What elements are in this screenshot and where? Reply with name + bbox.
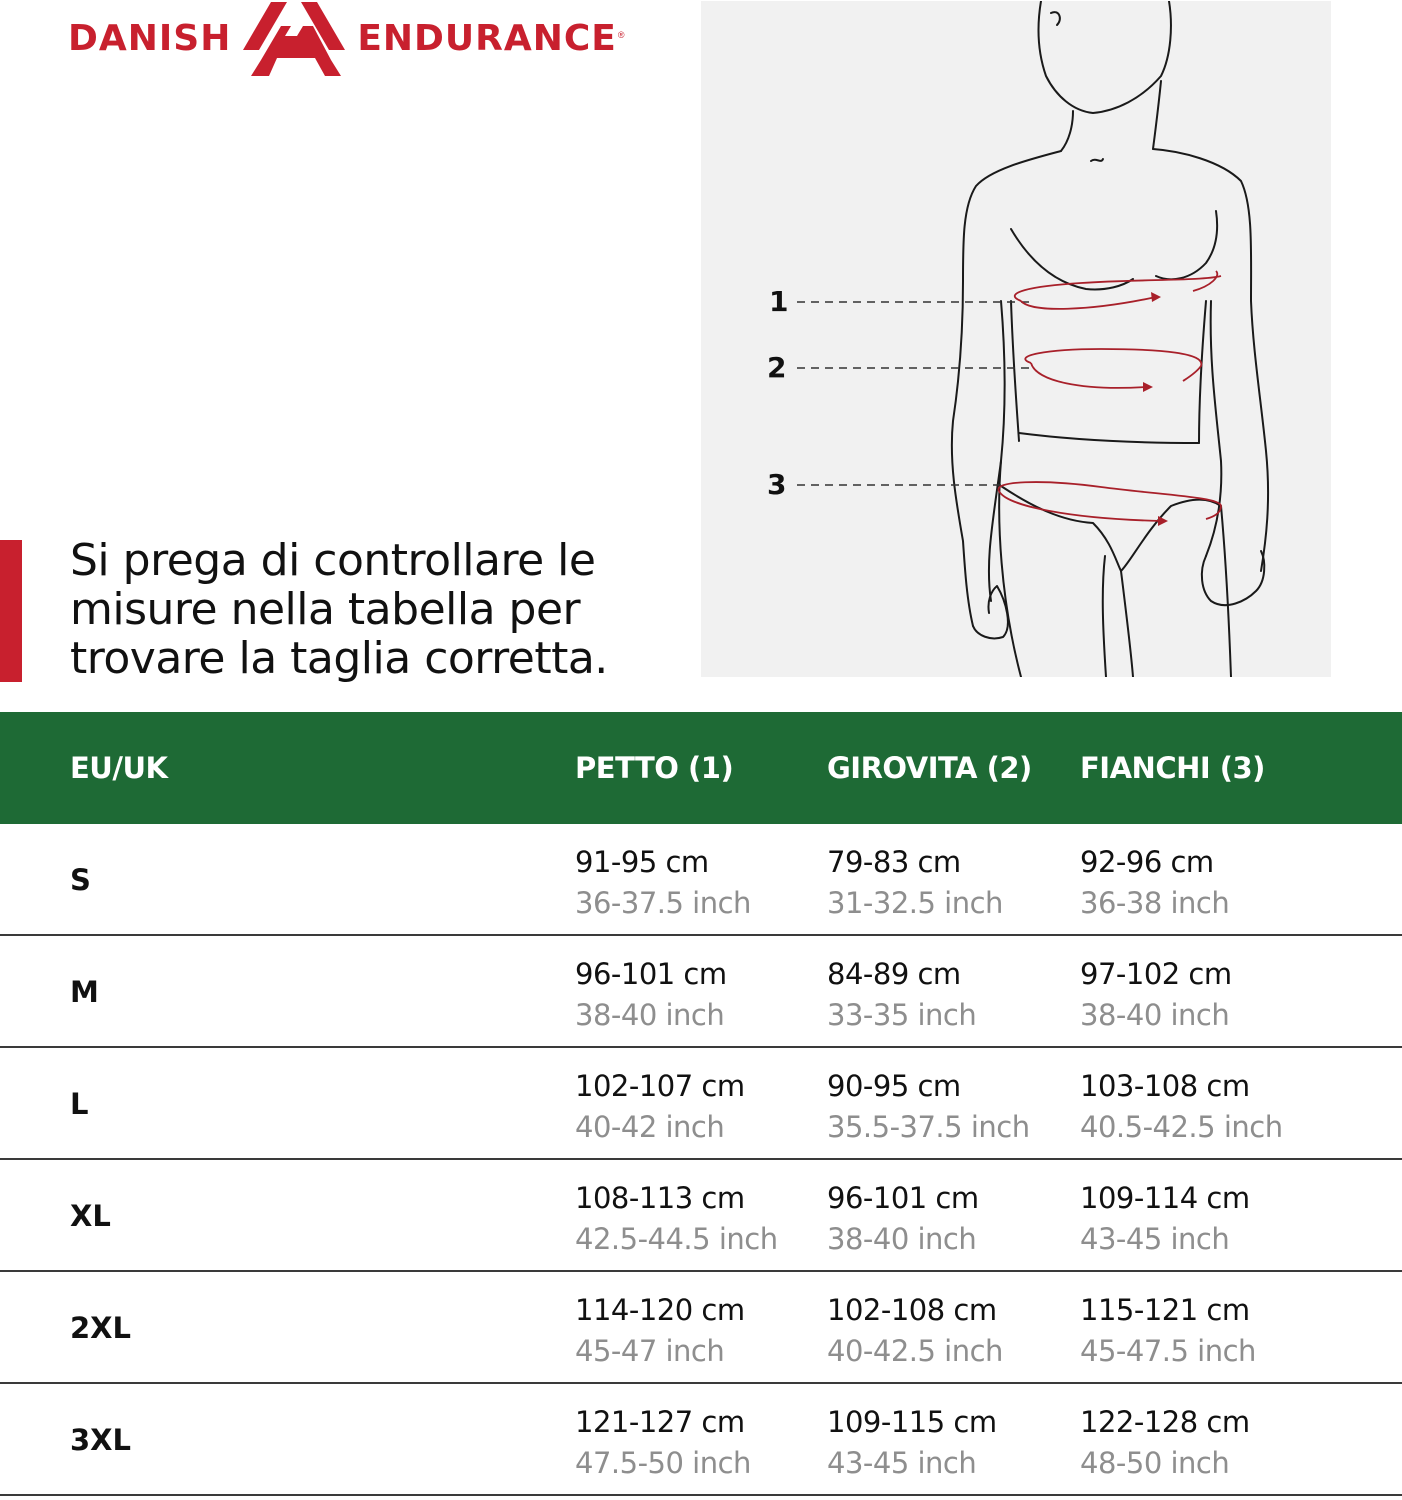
inch-value: 36-37.5 inch [575, 886, 751, 920]
size-label: L [70, 1087, 89, 1121]
cm-value: 103-108 cm [1080, 1069, 1250, 1103]
inch-value: 47.5-50 inch [575, 1446, 751, 1480]
cm-value: 108-113 cm [575, 1181, 745, 1215]
inch-value: 38-40 inch [1080, 998, 1230, 1032]
intro-text: Si prega di controllare le misure nella tabella per trovare la taglia corretta. [70, 535, 608, 684]
fianchi-cell [1080, 1066, 1283, 1148]
petto-cell [575, 842, 751, 924]
cm-value: 122-128 cm [1080, 1405, 1250, 1439]
fianchi-cell [1080, 1178, 1250, 1260]
girovita-cell [827, 842, 1003, 924]
header-girovita: GIROVITA (2) [827, 751, 1032, 785]
inch-value: 35.5-37.5 inch [827, 1110, 1030, 1144]
fianchi-cell [1080, 1290, 1256, 1372]
inch-value: 31-32.5 inch [827, 886, 1003, 920]
body-measurement-figure [701, 1, 1331, 677]
cm-value: 115-121 cm [1080, 1293, 1250, 1327]
cm-value: 79-83 cm [827, 845, 961, 879]
brand-logo [68, 0, 625, 78]
table-row [0, 1048, 1402, 1160]
table-row [0, 1272, 1402, 1384]
cm-value: 90-95 cm [827, 1069, 961, 1103]
brand-name-right: ENDURANCE [357, 18, 617, 59]
inch-value: 48-50 inch [1080, 1446, 1230, 1480]
inch-value: 40.5-42.5 inch [1080, 1110, 1283, 1144]
table-row [0, 936, 1402, 1048]
table-row [0, 824, 1402, 936]
registered-mark: ® [617, 30, 625, 40]
inch-value: 45-47.5 inch [1080, 1334, 1256, 1368]
size-label: 3XL [70, 1423, 132, 1457]
inch-value: 42.5-44.5 inch [575, 1222, 778, 1256]
mountain-logo-icon [241, 2, 349, 76]
size-label: 2XL [70, 1311, 132, 1345]
cm-value: 102-108 cm [827, 1293, 997, 1327]
table-header [0, 712, 1402, 824]
inch-value: 33-35 inch [827, 998, 977, 1032]
inch-value: 43-45 inch [1080, 1222, 1230, 1256]
inch-value: 45-47 inch [575, 1334, 725, 1368]
inch-value: 40-42 inch [575, 1110, 725, 1144]
header-fianchi: FIANCHI (3) [1080, 751, 1265, 785]
size-label: M [70, 975, 99, 1009]
measure-label-2: 2 [767, 351, 787, 384]
cm-value: 91-95 cm [575, 845, 709, 879]
cm-value: 96-101 cm [575, 957, 727, 991]
body-outline-illustration [701, 1, 1331, 677]
petto-cell [575, 954, 727, 1036]
header-eu-uk: EU/UK [70, 751, 168, 785]
inch-value: 43-45 inch [827, 1446, 977, 1480]
girovita-cell [827, 1178, 979, 1260]
cm-value: 97-102 cm [1080, 957, 1232, 991]
girovita-cell [827, 1066, 1030, 1148]
brand-name-left: DANISH [68, 18, 232, 59]
fianchi-cell [1080, 954, 1232, 1036]
cm-value: 114-120 cm [575, 1293, 745, 1327]
inch-value: 38-40 inch [827, 1222, 977, 1256]
measure-label-3: 3 [767, 468, 787, 501]
size-table [0, 712, 1402, 1496]
petto-cell [575, 1066, 745, 1148]
inch-value: 38-40 inch [575, 998, 725, 1032]
cm-value: 121-127 cm [575, 1405, 745, 1439]
size-label: XL [70, 1199, 111, 1233]
petto-cell [575, 1402, 751, 1484]
header-petto: PETTO (1) [575, 751, 734, 785]
table-row [0, 1384, 1402, 1496]
petto-cell [575, 1178, 778, 1260]
girovita-cell [827, 1402, 997, 1484]
table-row [0, 1160, 1402, 1272]
inch-value: 40-42.5 inch [827, 1334, 1003, 1368]
measure-label-1: 1 [769, 285, 789, 318]
girovita-cell [827, 1290, 1003, 1372]
fianchi-cell [1080, 842, 1229, 924]
cm-value: 96-101 cm [827, 1181, 979, 1215]
size-label: S [70, 863, 91, 897]
girovita-cell [827, 954, 976, 1036]
cm-value: 84-89 cm [827, 957, 961, 991]
cm-value: 109-114 cm [1080, 1181, 1250, 1215]
inch-value: 36-38 inch [1080, 886, 1230, 920]
fianchi-cell [1080, 1402, 1250, 1484]
cm-value: 92-96 cm [1080, 845, 1214, 879]
cm-value: 102-107 cm [575, 1069, 745, 1103]
cm-value: 109-115 cm [827, 1405, 997, 1439]
accent-bar [0, 540, 22, 682]
petto-cell [575, 1290, 745, 1372]
